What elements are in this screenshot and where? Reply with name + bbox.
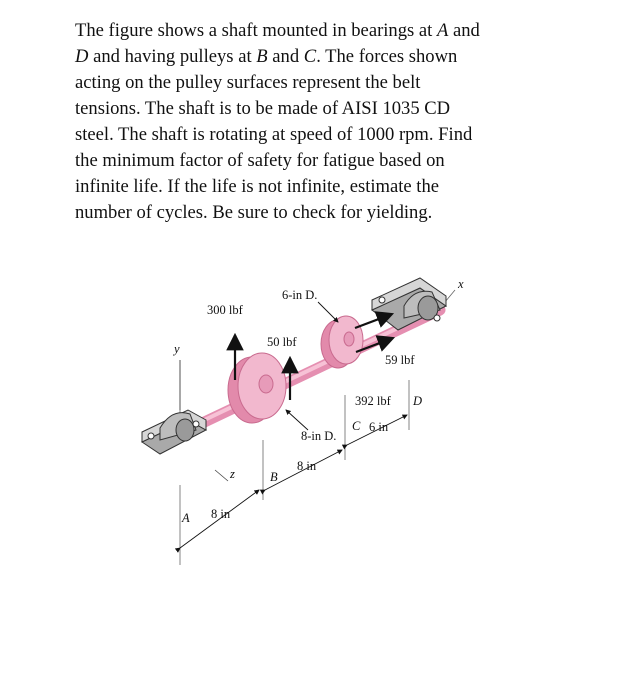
label-dia-6: 6-in D.	[282, 288, 318, 302]
label-dim-ab: 8 in	[211, 507, 231, 521]
dimension-lines	[180, 415, 407, 548]
problem-line-7: infinite life. If the life is not infinite, estimate the	[75, 176, 440, 197]
label-dim-bc: 8 in	[297, 459, 317, 473]
reference-lines	[180, 290, 455, 565]
label-force-300: 300 lbf	[207, 303, 243, 317]
pulley-b	[228, 353, 286, 423]
label-point-a: A	[182, 511, 190, 525]
label-force-50: 50 lbf	[267, 335, 297, 349]
bearing-a	[142, 410, 206, 454]
label-axis-x: x	[458, 277, 464, 291]
label-force-59: 59 lbf	[385, 353, 415, 367]
label-axis-y: y	[174, 342, 180, 356]
problem-line-2: D and having pulleys at B and C. The forces shown	[75, 46, 458, 67]
problem-line-5: steel. The shaft is rotating at speed of 1000 rpm. Find	[75, 124, 473, 145]
pulley-c	[321, 316, 363, 368]
label-force-392: 392 lbf	[355, 394, 391, 408]
problem-line-3: acting on the pulley surfaces represent the belt	[75, 72, 421, 93]
problem-line-1: The figure shows a shaft mounted in bearings at A and	[75, 20, 480, 41]
label-dia-8: 8-in D.	[301, 429, 337, 443]
label-point-c: C	[352, 419, 361, 433]
label-point-b: B	[270, 470, 278, 484]
label-point-d: D	[413, 394, 423, 408]
bearing-d	[372, 278, 446, 330]
problem-line-8: number of cycles. Be sure to check for yielding.	[75, 202, 433, 223]
label-dim-cd: 6 in	[369, 420, 389, 434]
label-axis-z: z	[230, 467, 235, 481]
problem-line-6: the minimum factor of safety for fatigue based on	[75, 150, 445, 171]
problem-line-4: tensions. The shaft is to be made of AISI 1035 CD	[75, 98, 451, 119]
